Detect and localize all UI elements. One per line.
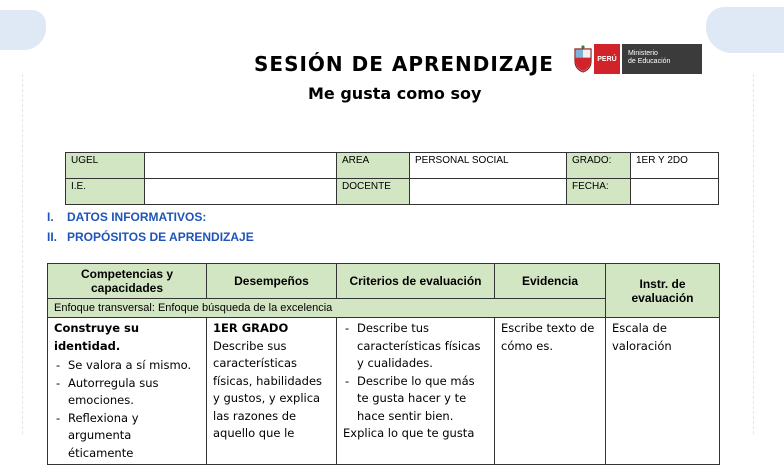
fecha-label: FECHA: — [567, 179, 631, 205]
ministry-logo — [572, 44, 702, 74]
grado-field[interactable]: 1ER Y 2DO — [631, 153, 719, 179]
info-row — [66, 179, 719, 205]
header-criterios: Criterios de evaluación — [337, 264, 495, 299]
ie-field[interactable] — [145, 179, 337, 205]
list-item: - Autorregula sus emociones. — [68, 375, 200, 410]
list-item: - Describe lo que más te gusta hacer y te hace sentir bien. — [357, 373, 488, 426]
peru-badge: PERÚ — [594, 44, 620, 74]
list-item: - Se valora a sí mismo. — [68, 357, 200, 375]
learning-purpose-table — [47, 263, 720, 465]
header-competencias: Competencias y capacidades — [48, 264, 207, 299]
document-subtitle: Me gusta como soy — [308, 84, 482, 103]
desempeno-text: Describe sus características físicas, habilidades y gustos, y explica las razones de aquello que le — [213, 338, 323, 440]
info-table — [65, 152, 719, 205]
criterio-extra: Explica lo que te gusta — [343, 426, 475, 440]
page-corner-decoration-right — [706, 7, 784, 53]
section-number: II. — [47, 230, 58, 244]
header-desempenos: Desempeños — [207, 264, 337, 299]
competencias-cell — [48, 318, 207, 465]
desempenos-cell — [207, 318, 337, 465]
section-heading-datos — [47, 210, 206, 224]
header-instrumento: Instr. de evaluación — [606, 264, 720, 318]
grado-label: GRADO: — [567, 153, 631, 179]
page-margin-guide-left — [22, 74, 23, 434]
evidencia-cell: Escribe texto de cómo es. — [495, 318, 606, 465]
coat-of-arms-icon — [572, 45, 594, 73]
fecha-field[interactable] — [631, 179, 719, 205]
area-field[interactable]: PERSONAL SOCIAL — [410, 153, 567, 179]
document-title: SESIÓN DE APRENDIZAJE — [254, 52, 554, 76]
instrumento-cell: Escala de valoración — [606, 318, 720, 465]
ministry-name: Ministerio de Educación — [622, 44, 702, 74]
header-evidencia: Evidencia — [495, 264, 606, 299]
grado-title: 1ER GRADO — [213, 321, 289, 335]
table-header-row — [48, 264, 720, 299]
ugel-field[interactable] — [145, 153, 337, 179]
section-heading-propositos — [47, 230, 254, 244]
ie-label: I.E. — [66, 179, 145, 205]
docente-field[interactable] — [410, 179, 567, 205]
section-number: I. — [47, 210, 54, 224]
page-margin-guide-right — [753, 74, 754, 434]
area-label: AREA — [337, 153, 410, 179]
criterios-list — [343, 320, 488, 425]
page-corner-decoration-left — [0, 10, 46, 50]
ugel-label: UGEL — [66, 153, 145, 179]
criterios-cell — [337, 318, 495, 465]
enfoque-transversal: Enfoque transversal: Enfoque búsqueda de la excelencia — [48, 299, 606, 318]
competencia-title: Construye su identidad. — [54, 321, 140, 353]
table-row — [48, 318, 720, 465]
section-label: DATOS INFORMATIVOS: — [67, 210, 207, 224]
docente-label: DOCENTE — [337, 179, 410, 205]
capacidades-list — [54, 357, 200, 462]
list-item: - Reflexiona y argumenta éticamente — [68, 410, 200, 463]
section-label: PROPÓSITOS DE APRENDIZAJE — [67, 230, 254, 244]
list-item: - Describe tus características físicas y cualidades. — [357, 320, 488, 373]
info-row — [66, 153, 719, 179]
